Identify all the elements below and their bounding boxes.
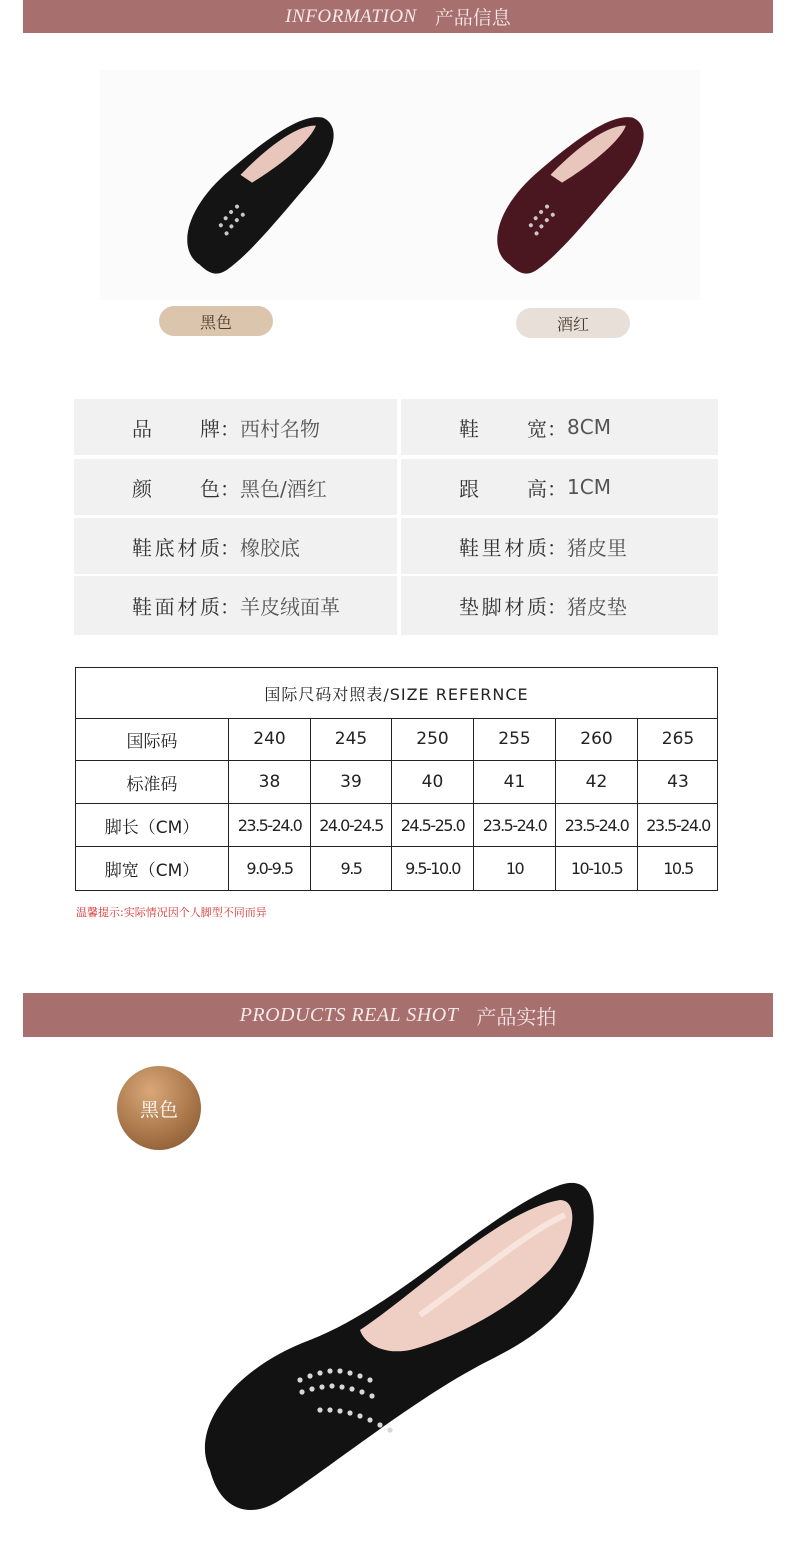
black-shoe-thumbnail[interactable] bbox=[100, 70, 400, 300]
shoe-icon bbox=[400, 70, 700, 300]
spec-value: 橡胶底 bbox=[240, 535, 300, 560]
banner-title-cn: 产品实拍 bbox=[476, 1004, 557, 1029]
color-pill-wine-red[interactable] bbox=[516, 308, 630, 338]
color-pill-label: 黑色 bbox=[199, 312, 232, 332]
spec-label: 品牌 bbox=[132, 416, 220, 441]
table-row bbox=[76, 804, 717, 847]
spec-insole-material bbox=[401, 576, 718, 635]
spec-separator: ： bbox=[547, 476, 567, 501]
table-row bbox=[76, 761, 717, 804]
color-badge-label: 黑色 bbox=[139, 1098, 178, 1121]
table-cell: 43 bbox=[637, 761, 718, 803]
banner-title-en: PRODUCTS REAL SHOT bbox=[239, 1003, 459, 1026]
table-cell: 23.5-24.0 bbox=[555, 804, 637, 846]
spec-value: 羊皮绒面革 bbox=[240, 595, 340, 619]
color-pill-label: 酒红 bbox=[556, 314, 589, 334]
spec-separator: ： bbox=[547, 416, 567, 441]
spec-value: 猪皮里 bbox=[567, 535, 627, 560]
spec-upper-material bbox=[74, 576, 397, 635]
size-table-title: 国际尺码对照表/SIZE REFERNCE bbox=[76, 668, 717, 719]
table-cell: 10 bbox=[473, 847, 555, 890]
spec-value: 猪皮垫 bbox=[567, 595, 627, 619]
banner-title-en: INFORMATION bbox=[285, 5, 417, 27]
table-cell: 23.5-24.0 bbox=[473, 804, 555, 846]
spec-separator: ： bbox=[547, 595, 567, 619]
shoe-icon bbox=[160, 1150, 620, 1530]
banner-title-cn: 产品信息 bbox=[434, 7, 511, 29]
table-cell: 9.5-10.0 bbox=[391, 847, 473, 890]
table-cell: 40 bbox=[391, 761, 473, 803]
spec-value: 1CM bbox=[567, 475, 611, 499]
color-badge bbox=[117, 1066, 201, 1150]
spec-separator: ： bbox=[547, 535, 567, 560]
table-cell: 10.5 bbox=[637, 847, 718, 890]
color-pill-black[interactable] bbox=[159, 306, 273, 336]
spec-color bbox=[74, 459, 397, 515]
spec-label: 跟高 bbox=[459, 476, 547, 501]
table-cell: 23.5-24.0 bbox=[228, 804, 310, 846]
spec-value: 黑色/酒红 bbox=[240, 476, 327, 501]
row-header: 脚长（CM） bbox=[104, 817, 200, 838]
spec-label: 垫脚材质 bbox=[459, 595, 547, 619]
table-cell: 24.5-25.0 bbox=[391, 804, 473, 846]
table-cell: 42 bbox=[555, 761, 637, 803]
spec-table bbox=[74, 399, 718, 635]
real-shot-banner bbox=[23, 993, 773, 1037]
table-cell: 23.5-24.0 bbox=[637, 804, 718, 846]
spec-separator: ： bbox=[220, 595, 240, 619]
table-cell: 260 bbox=[555, 718, 637, 760]
table-cell: 240 bbox=[228, 718, 310, 760]
spec-label: 颜色 bbox=[132, 476, 220, 501]
spec-label: 鞋面材质 bbox=[132, 595, 220, 619]
table-cell: 10-10.5 bbox=[555, 847, 637, 890]
table-cell: 39 bbox=[310, 761, 391, 803]
wine-red-shoe-thumbnail[interactable] bbox=[400, 70, 700, 300]
spec-brand bbox=[74, 399, 397, 455]
table-cell: 24.0-24.5 bbox=[310, 804, 391, 846]
table-cell: 265 bbox=[637, 718, 718, 760]
table-row bbox=[76, 718, 717, 761]
table-cell: 9.5 bbox=[310, 847, 391, 890]
table-cell: 38 bbox=[228, 761, 310, 803]
table-cell: 9.0-9.5 bbox=[228, 847, 310, 890]
spec-label: 鞋里材质 bbox=[459, 535, 547, 560]
table-cell: 250 bbox=[391, 718, 473, 760]
spec-separator: ： bbox=[220, 535, 240, 560]
spec-separator: ： bbox=[220, 416, 240, 441]
spec-separator: ： bbox=[220, 476, 240, 501]
spec-value: 西村名物 bbox=[240, 416, 320, 441]
information-banner bbox=[23, 0, 773, 33]
spec-value: 8CM bbox=[567, 415, 611, 439]
size-reference-table bbox=[75, 667, 718, 891]
spec-width bbox=[401, 399, 718, 455]
table-row bbox=[76, 847, 717, 890]
table-cell: 255 bbox=[473, 718, 555, 760]
table-cell: 41 bbox=[473, 761, 555, 803]
spec-label: 鞋宽 bbox=[459, 416, 547, 441]
spec-label: 鞋底材质 bbox=[132, 535, 220, 560]
row-header: 国际码 bbox=[126, 731, 178, 752]
spec-heel-height bbox=[401, 459, 718, 515]
size-tip: 温馨提示:实际情况因个人脚型不同而异 bbox=[76, 906, 267, 919]
table-cell: 245 bbox=[310, 718, 391, 760]
spec-lining-material bbox=[401, 518, 718, 574]
row-header: 脚宽（CM） bbox=[104, 861, 200, 881]
spec-sole-material bbox=[74, 518, 397, 574]
row-header: 标准码 bbox=[126, 774, 178, 795]
shoe-icon bbox=[100, 70, 400, 300]
product-photo bbox=[160, 1150, 620, 1530]
